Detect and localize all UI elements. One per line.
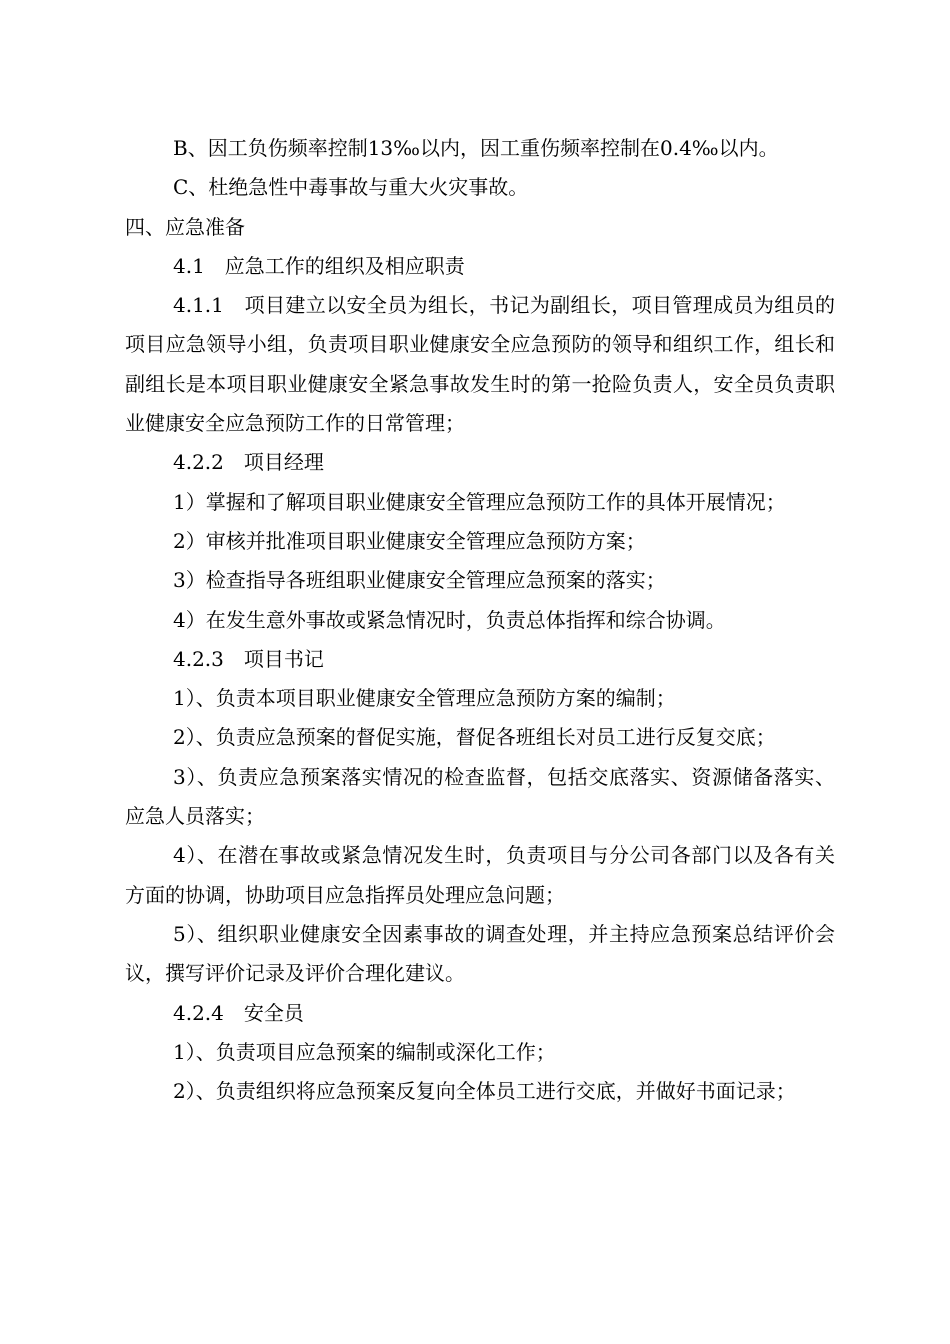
- body-paragraph: 1）掌握和了解项目职业健康安全管理应急预防工作的具体开展情况；: [173, 489, 786, 514]
- body-paragraph: 3）、负责应急预案落实情况的检查监督，包括交底落实、资源储备落实、应急人员落实；: [125, 764, 835, 829]
- body-paragraph: 4.2.2 项目经理: [173, 450, 324, 475]
- section-heading: 四、应急准备: [125, 214, 245, 239]
- body-paragraph: 4.1 应急工作的组织及相应职责: [173, 253, 465, 278]
- body-paragraph: 4.1.1 项目建立以安全员为组长，书记为副组长，项目管理成员为组员的项目应急领导小组，负责项目职业健康安全应急预防的领导和组织工作，组长和副组长是本项目职业健康安全紧急事故发生时的第一抢险负责人，安全员负责职业健康安全应急预防工作的日常管理；: [125, 293, 835, 436]
- body-paragraph: 2）审核并批准项目职业健康安全管理应急预防方案；: [173, 528, 646, 553]
- body-paragraph: 1）、负责项目应急预案的编制或深化工作；: [173, 1039, 556, 1064]
- body-paragraph: 4）、在潜在事故或紧急情况发生时，负责项目与分公司各部门以及各有关方面的协调，协助项目应急指挥员处理应急问题；: [125, 843, 835, 907]
- body-paragraph: B、因工负伤频率控制13‰以内，因工重伤频率控制在0.4‰以内。: [173, 136, 779, 160]
- body-paragraph: C、杜绝急性中毒事故与重大火灾事故。: [173, 175, 529, 200]
- body-paragraph: 4）在发生意外事故或紧急情况时，负责总体指挥和综合协调。: [173, 607, 726, 632]
- body-paragraph: 4.2.4 安全员: [173, 1000, 304, 1025]
- body-paragraph: 4.2.3 项目书记: [173, 646, 324, 671]
- document-body: [125, 129, 835, 1111]
- body-paragraph: 5）、组织职业健康安全因素事故的调查处理，并主持应急预案总结评价会议，撰写评价记录及评价合理化建议。: [125, 921, 835, 986]
- body-paragraph: 1）、负责本项目职业健康安全管理应急预防方案的编制；: [173, 686, 676, 711]
- body-paragraph: 3）检查指导各班组职业健康安全管理应急预案的落实；: [173, 568, 666, 593]
- body-paragraph: 2）、负责组织将应急预案反复向全体员工进行交底，并做好书面记录；: [173, 1079, 796, 1104]
- body-paragraph: 2）、负责应急预案的督促实施，督促各班组长对员工进行反复交底；: [173, 725, 776, 750]
